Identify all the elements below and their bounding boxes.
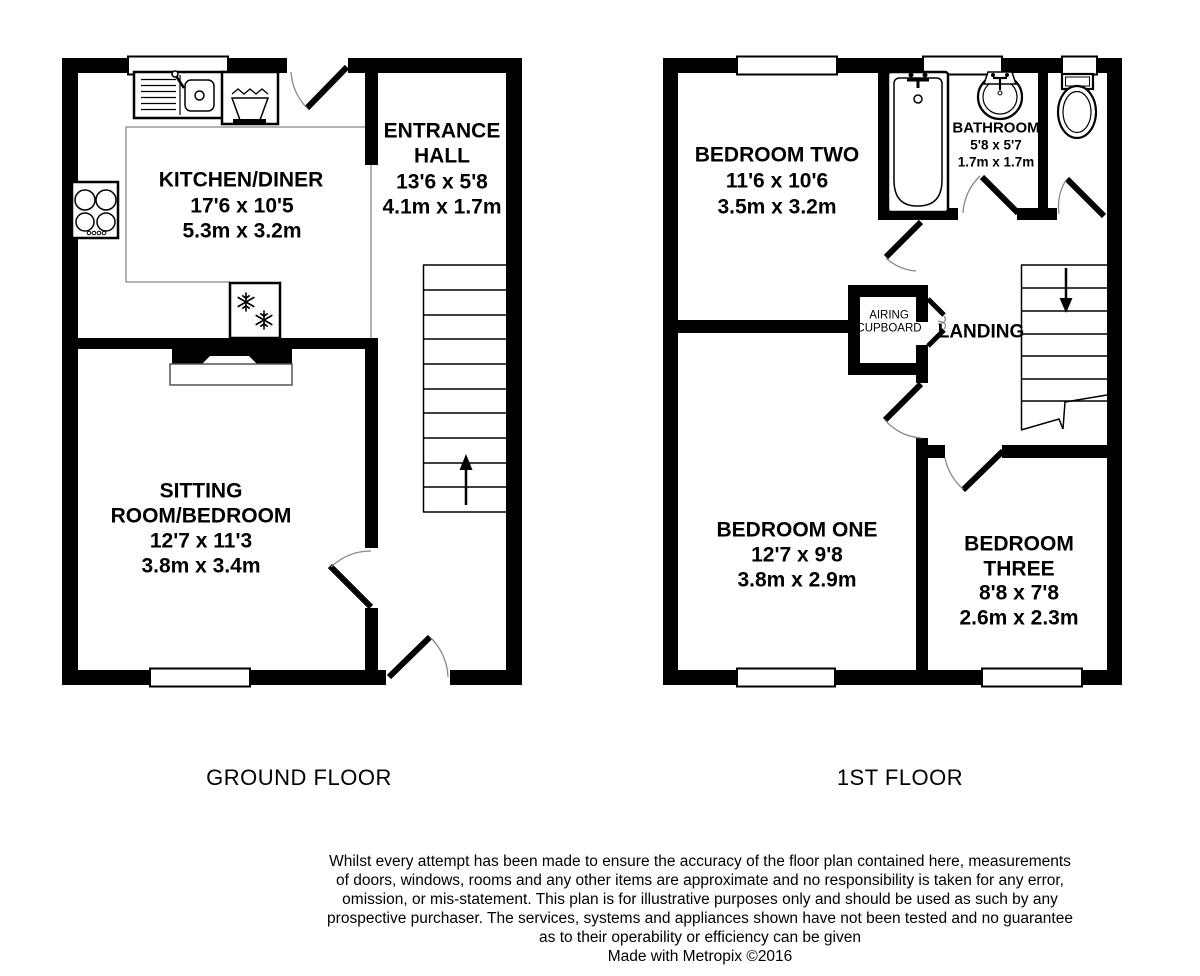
bedroom-two-dims-imperial: 11'6 x 10'6 bbox=[725, 169, 829, 193]
entrance-hall-label-line1: ENTRANCE bbox=[383, 119, 501, 143]
back-door bbox=[291, 67, 347, 108]
bedroom-one-dims-metric: 3.8m x 2.9m bbox=[737, 568, 857, 592]
fireplace-icon bbox=[170, 349, 292, 385]
sitting-room-door bbox=[330, 551, 371, 607]
bath-icon bbox=[888, 72, 948, 212]
entrance-hall-label-line2: HALL bbox=[414, 144, 470, 168]
stairs-up bbox=[423, 265, 506, 512]
disclaimer-line-1: Whilst every attempt has been made to ensure the accuracy of the floor plan contained here, measurements bbox=[329, 853, 1071, 870]
metropix-credit: Made with Metropix ©2016 bbox=[607, 948, 793, 965]
bedroom-three-door bbox=[945, 451, 1003, 490]
wc-door bbox=[1059, 179, 1104, 216]
kitchen-label: KITCHEN/DINER bbox=[158, 168, 324, 192]
sitting-room-dims-metric: 3.8m x 3.4m bbox=[141, 554, 261, 578]
disclaimer-line-5: as to their operability or efficiency can be given bbox=[539, 929, 861, 946]
hob-icon bbox=[72, 182, 118, 238]
window bbox=[1062, 57, 1097, 75]
disclaimer-line-3: omission, or mis-statement. This plan is for illustrative purposes only and should be used as such by any bbox=[342, 891, 1058, 908]
window bbox=[982, 669, 1082, 687]
stairs-down-arrow bbox=[1060, 268, 1073, 313]
kitchen-dims-metric: 5.3m x 3.2m bbox=[182, 219, 302, 243]
bedroom-one-label: BEDROOM ONE bbox=[716, 518, 878, 542]
bathroom-dims-metric: 1.7m x 1.7m bbox=[957, 154, 1035, 170]
stairs-down bbox=[1021, 265, 1107, 430]
bedroom-three-dims-metric: 2.6m x 2.3m bbox=[959, 606, 1079, 630]
stairs-up-arrow bbox=[460, 454, 473, 505]
first-floor-title: 1ST FLOOR bbox=[836, 765, 964, 790]
bedroom-three-label-line1: BEDROOM bbox=[964, 532, 1074, 556]
bedroom-one-dims-imperial: 12'7 x 9'8 bbox=[751, 543, 843, 567]
airing-cupboard-label-line1: AIRING bbox=[869, 309, 909, 322]
airing-cupboard-label-line2: CUPBOARD bbox=[856, 322, 922, 335]
bathroom-door bbox=[963, 176, 1018, 213]
entrance-hall-dims-imperial: 13'6 x 5'8 bbox=[396, 170, 488, 194]
window bbox=[737, 669, 835, 687]
washing-machine-icon bbox=[222, 72, 278, 125]
bathroom-label: BATHROOM bbox=[952, 119, 1040, 137]
bedroom-one-door bbox=[885, 384, 921, 438]
kitchen-dims-imperial: 17'6 x 10'5 bbox=[190, 194, 294, 218]
basin-icon bbox=[978, 72, 1022, 119]
disclaimer-line-2: of doors, windows, rooms and any other items are approximate and no responsibility is taken for any error, bbox=[335, 872, 1065, 889]
front-door bbox=[389, 637, 448, 677]
disclaimer-line-4: prospective purchaser. The services, systems and appliances shown have not been tested and no guarantee bbox=[327, 910, 1073, 927]
entrance-hall-dims-metric: 4.1m x 1.7m bbox=[382, 195, 502, 219]
landing-label: LANDING bbox=[937, 321, 1025, 343]
sitting-room-dims-imperial: 12'7 x 11'3 bbox=[149, 529, 253, 553]
toilet-icon bbox=[1058, 74, 1096, 138]
bedroom-two-label: BEDROOM TWO bbox=[694, 143, 860, 167]
bedroom-two-dims-metric: 3.5m x 3.2m bbox=[717, 195, 837, 219]
sink-icon bbox=[134, 71, 224, 118]
sitting-room-label-line2: ROOM/BEDROOM bbox=[110, 504, 292, 528]
ground-floor-title: GROUND FLOOR bbox=[206, 765, 392, 790]
sitting-room-label-line1: SITTING bbox=[159, 479, 243, 503]
window bbox=[737, 57, 837, 75]
bathroom-dims-imperial: 5'8 x 5'7 bbox=[970, 137, 1022, 153]
bedroom-two-door bbox=[886, 222, 921, 271]
fridge-freezer-icon bbox=[230, 283, 280, 338]
bedroom-three-dims-imperial: 8'8 x 7'8 bbox=[978, 581, 1060, 605]
window bbox=[150, 669, 250, 687]
bedroom-three-label-line2: THREE bbox=[983, 557, 1055, 581]
